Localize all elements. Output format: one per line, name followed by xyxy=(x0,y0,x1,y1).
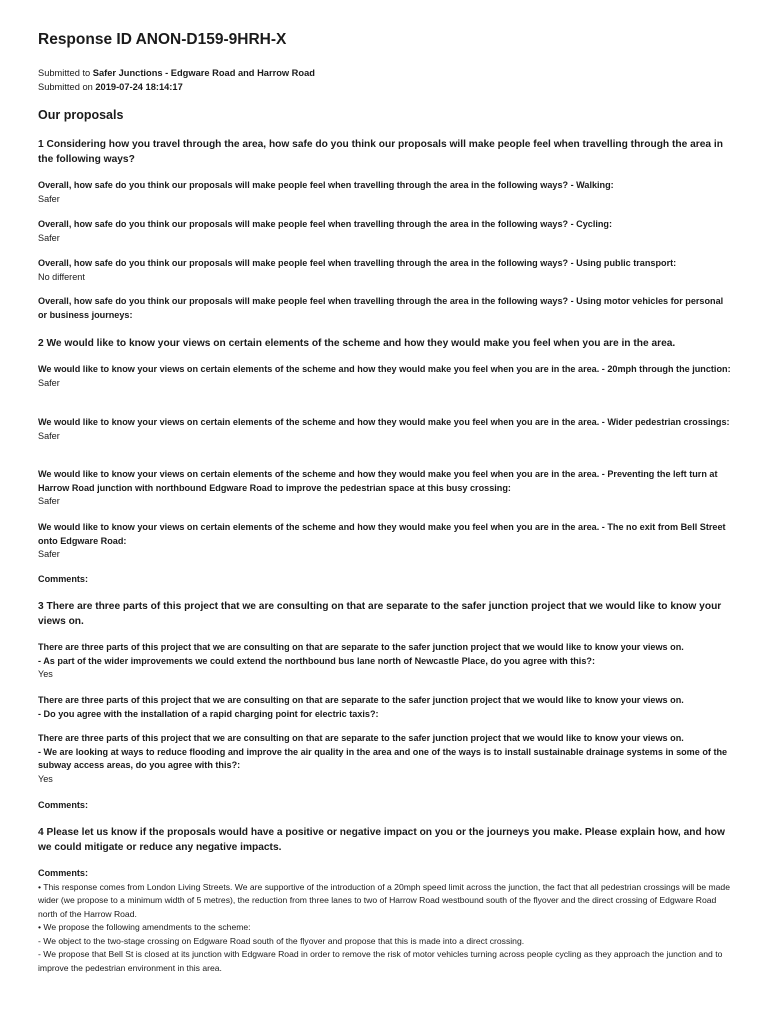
question-1-title-block xyxy=(38,137,732,167)
q2-item-wider-crossings xyxy=(38,416,732,443)
item-question: Overall, how safe do you think our proposals will make people feel when travelling through the area in the following ways? - Walking: xyxy=(38,180,614,190)
item-question: Overall, how safe do you think our proposals will make people feel when travelling through the area in the following ways? - Using motor vehicles for personal or business journeys: xyxy=(38,296,724,320)
comment-paragraph: - We object to the two-stage crossing on Edgware Road south of the flyover and propose that this is made into a direct crossing. xyxy=(38,935,525,946)
comment-paragraph: • This response comes from London Living Streets. We are supportive of the introduction of a 20mph speed limit across the junction, the fact that all pedestrian crossings will be made wider (we propose to a minimum width of 5 metres), the reduction from three lanes to two of Harrow Road westbound south of the flyover and the direct crossing of Edgware Road north of the Harrow Road. xyxy=(38,881,730,919)
item-question: We would like to know your views on certain elements of the scheme and how they would make you feel when you are in the area. - The no exit from Bell Street onto Edgware Road: xyxy=(38,522,726,546)
item-question: We would like to know your views on certain elements of the scheme and how they would make you feel when you are in the area. - Preventing the left turn at Harrow Road junction with northbound Edgware Road to improve the pedestrian space at this busy crossing: xyxy=(38,469,718,493)
item-question-line2: - Do you agree with the installation of a rapid charging point for electric taxis?: xyxy=(38,708,379,719)
q3-item-drainage xyxy=(38,732,732,786)
submitted-on-line xyxy=(38,81,183,94)
item-question: Overall, how safe do you think our proposals will make people feel when travelling through the area in the following ways? - Using public transport: xyxy=(38,258,677,268)
comment-paragraph: • We propose the following amendments to the scheme: xyxy=(38,922,251,932)
submitted-on-label: Submitted on xyxy=(38,82,93,92)
item-question-line2: - As part of the wider improvements we could extend the northbound bus lane north of Newcastle Place, do you agree with this?: xyxy=(38,655,595,666)
q3-item-charging-point xyxy=(38,694,732,721)
comments-label: Comments: xyxy=(38,868,89,878)
submitted-to-line xyxy=(38,67,315,80)
item-answer: Safer xyxy=(38,193,60,204)
item-answer: Safer xyxy=(38,549,60,559)
submitted-on-value: 2019-07-24 18:14:17 xyxy=(95,82,183,92)
item-answer: Safer xyxy=(38,496,60,506)
question-1-title: 1 Considering how you travel through the area, how safe do you think our proposals will make people feel when travelling through the area in the following ways? xyxy=(38,139,723,165)
question-3-title: 3 There are three parts of this project that we are consulting on that are separate to the safer junction project that we would like to know your views on. xyxy=(38,601,722,627)
question-3-title-block xyxy=(38,599,732,629)
q3-item-bus-lane xyxy=(38,641,732,682)
q2-item-left-turn xyxy=(38,468,732,509)
item-answer: Yes xyxy=(38,773,53,784)
q1-item-public-transport xyxy=(38,257,732,284)
q2-comments xyxy=(38,573,732,587)
q3-comments xyxy=(38,799,732,813)
item-answer: Safer xyxy=(38,232,60,243)
response-title: Response ID ANON-D159-9HRH-X xyxy=(38,31,287,48)
submitted-to-label: Submitted to xyxy=(38,68,91,78)
section-title: Our proposals xyxy=(38,108,124,122)
comments-label: Comments: xyxy=(38,800,89,810)
item-answer: Yes xyxy=(38,669,53,679)
item-answer: Safer xyxy=(38,430,60,441)
item-question-line1: There are three parts of this project that we are consulting on that are separate to the safer junction project that we would like to know your views on. xyxy=(38,695,684,705)
submitted-to-value: Safer Junctions - Edgware Road and Harrow Road xyxy=(92,68,315,78)
item-question-line1: There are three parts of this project that we are consulting on that are separate to the safer junction project that we would like to know your views on. xyxy=(38,642,684,652)
item-question-line2: - We are looking at ways to reduce flooding and improve the air quality in the area and one of the ways is to install sustainable drainage systems in some of the subway access areas, do you agree with this?: xyxy=(38,746,728,770)
comments-label: Comments: xyxy=(38,574,89,584)
q2-item-bell-street xyxy=(38,521,732,562)
item-question-line1: There are three parts of this project that we are consulting on that are separate to the safer junction project that we would like to know your views on. xyxy=(38,733,684,743)
q2-item-20mph xyxy=(38,363,732,390)
question-2-title: 2 We would like to know your views on certain elements of the scheme and how they would make you feel when you are in the area. xyxy=(38,338,676,349)
item-question: We would like to know your views on certain elements of the scheme and how they would make you feel when you are in the area. - 20mph through the junction: xyxy=(38,364,731,374)
comment-paragraph: - We propose that Bell St is closed at its junction with Edgware Road in order to remove the risk of motor vehicles turning across people cycling as they approach the junction and to improve the pedestrian environment in this area. xyxy=(38,949,723,973)
question-2-title-block xyxy=(38,336,732,351)
q1-item-motor-vehicles xyxy=(38,295,732,322)
q4-comments xyxy=(38,867,732,975)
q1-item-cycling xyxy=(38,218,732,245)
question-4-title-block xyxy=(38,825,732,855)
item-question: We would like to know your views on certain elements of the scheme and how they would make you feel when you are in the area. - Wider pedestrian crossings: xyxy=(38,417,730,427)
item-question: Overall, how safe do you think our proposals will make people feel when travelling through the area in the following ways? - Cycling: xyxy=(38,219,613,229)
item-answer: No different xyxy=(38,271,85,282)
question-4-title: 4 Please let us know if the proposals would have a positive or negative impact on you or the journeys you make. Please explain how, and how we could mitigate or reduce any negative impacts. xyxy=(38,827,725,853)
item-answer: Safer xyxy=(38,377,60,388)
q1-item-walking xyxy=(38,179,732,206)
